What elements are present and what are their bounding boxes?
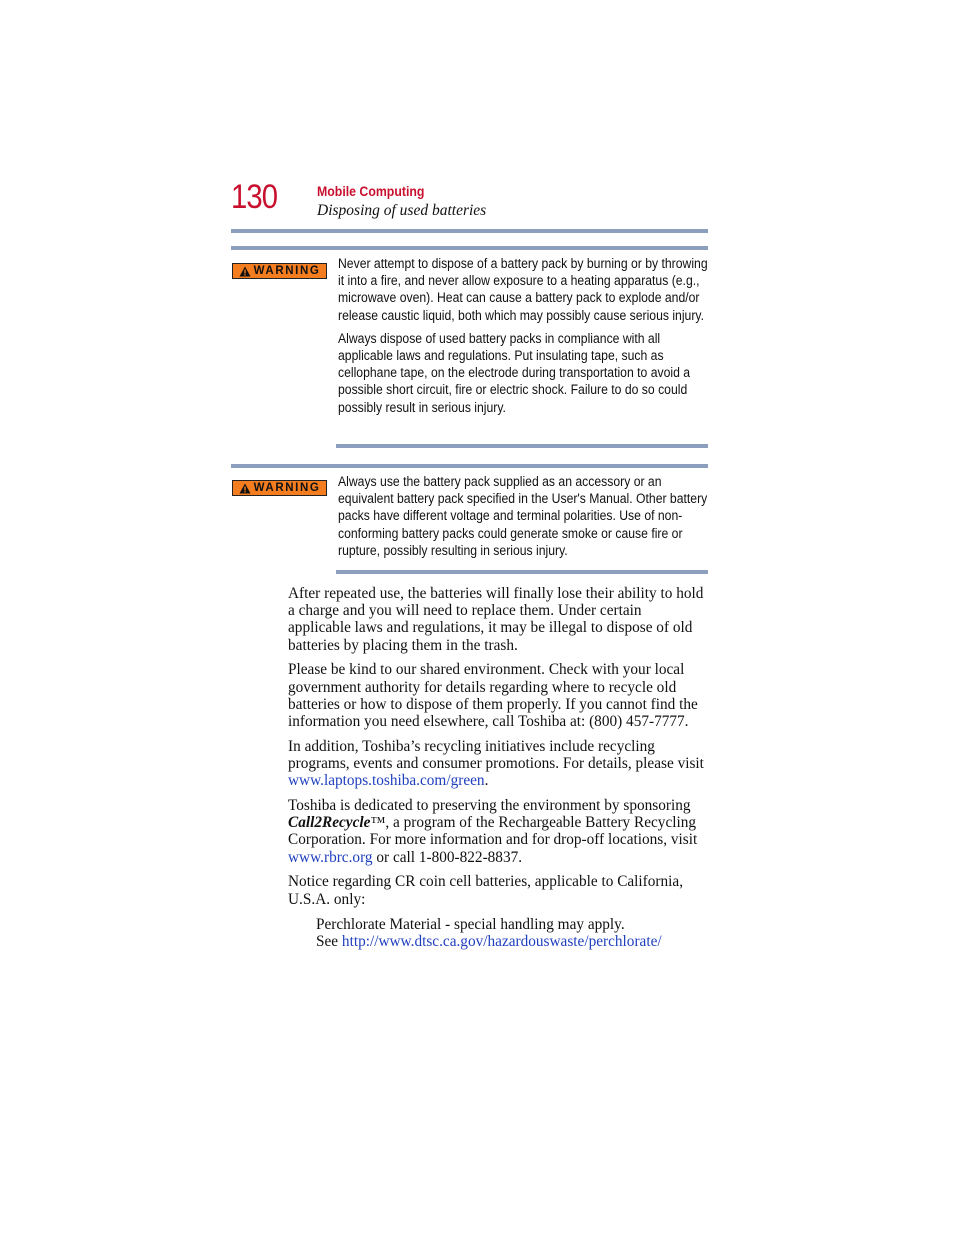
body-paragraph xyxy=(288,738,708,790)
warning-text xyxy=(338,474,708,566)
body-text-span: See xyxy=(316,933,342,951)
warning-bottom-rule xyxy=(336,444,708,448)
warning-paragraph: Never attempt to dispose of a battery pack by burning or by throwing it into a fire, and never allow exposure to a heating apparatus (e.g., microwave oven). Heat can cause a battery pack to explode and/or release caustic liquid, both which may possibly cause serious injury. xyxy=(338,256,708,324)
body-text-span: or call 1-800-822-8837. xyxy=(372,848,523,866)
warning-paragraph: Always use the battery pack supplied as an accessory or an equivalent battery pack specified in the User's Manual. Other battery packs have different voltage and terminal polarities. Use of non-conforming battery packs could generate smoke or cause fire or rupture, possibly resulting in serious injury. xyxy=(338,474,708,559)
body-paragraph xyxy=(288,797,708,866)
body-paragraph: After repeated use, the batteries will finally lose their ability to hold a charge and you will need to replace them. Under certain applicable laws and regulations, it may be illegal to dispose of old batteries by placing them in the trash. xyxy=(288,585,704,654)
perchlorate-line: Perchlorate Material - special handling may apply. xyxy=(316,916,625,933)
warning-text xyxy=(338,256,708,423)
body-text-span: Toshiba is dedicated to preserving the environment by sponsoring xyxy=(288,797,691,815)
call2recycle-brand: Call2Recycle xyxy=(288,814,371,832)
section-title: Disposing of used batteries xyxy=(317,202,487,219)
warning-badge xyxy=(232,480,327,496)
warning-bottom-rule xyxy=(336,570,708,574)
perchlorate-notice xyxy=(316,916,716,950)
header-rule xyxy=(231,229,708,233)
body-text-span: . xyxy=(484,772,489,790)
warning-top-rule xyxy=(231,246,708,250)
chapter-title: Mobile Computing xyxy=(317,183,425,199)
body-paragraph: Please be kind to our shared environment. Check with your local government authority for details regarding where to recycle old batteries or how to dispose of them properly. If you cannot find the information you need elsewhere, call Toshiba at: (800) 457-7777. xyxy=(288,661,698,731)
body-paragraph: Notice regarding CR coin cell batteries, applicable to California, U.S.A. only: xyxy=(288,873,684,908)
warning-triangle-icon xyxy=(239,266,251,277)
body-text-span: ™, a program of the Rechargeable Battery Recycling Corporation. For more information and for drop-off locations, visit xyxy=(288,814,698,849)
rbrc-link[interactable]: www.rbrc.org xyxy=(288,848,373,866)
toshiba-green-link[interactable]: www.laptops.toshiba.com/green xyxy=(288,772,485,790)
dtsc-perchlorate-link[interactable]: http://www.dtsc.ca.gov/hazardouswaste/perchlorate/ xyxy=(341,933,662,951)
body-text-span: In addition, Toshiba’s recycling initiatives include recycling programs, events and consumer promotions. For details, please visit xyxy=(288,737,704,773)
warning-top-rule xyxy=(231,464,708,468)
warning-triangle-icon xyxy=(239,483,251,494)
warning-badge xyxy=(232,263,327,279)
warning-badge-label: WARNING xyxy=(253,265,321,277)
warning-badge-label: WARNING xyxy=(253,482,321,494)
body-text xyxy=(288,585,708,915)
perchlorate-see-line xyxy=(316,933,716,950)
page-number: 130 xyxy=(231,178,278,216)
warning-paragraph: Always dispose of used battery packs in compliance with all applicable laws and regulations. Put insulating tape, such as cellophane tape, on the electrode during transportation to avoid a possible short circuit, fire or electric shock. Failure to do so could possibly result in serious injury. xyxy=(338,330,691,416)
